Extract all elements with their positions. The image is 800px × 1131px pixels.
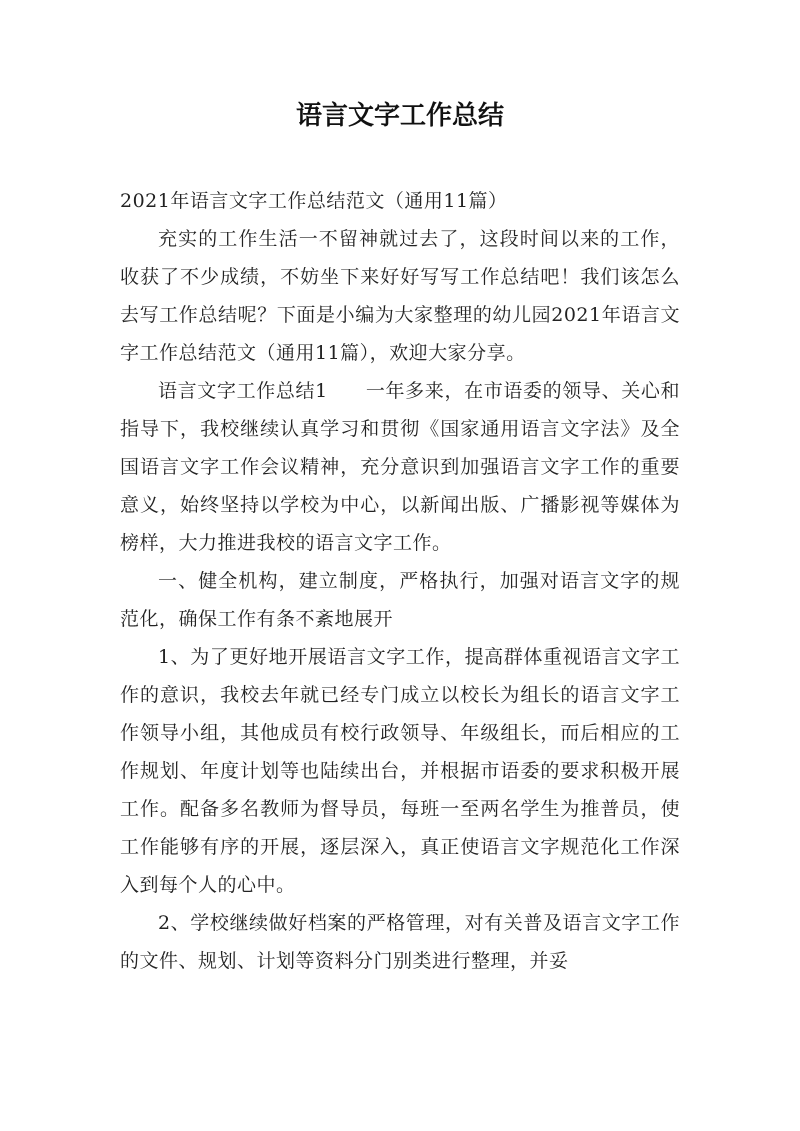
section-paragraph bbox=[120, 372, 680, 562]
point-2-paragraph: 2、学校继续做好档案的严格管理，对有关普及语言文字工作的文件、规划、计划等资料分门别类进行整理，并妥 bbox=[120, 912, 680, 972]
point-1-paragraph: 1、为了更好地开展语言文字工作，提高群体重视语言文字工作的意识，我校去年就已经专门成立以校长为组长的语言文字工作领导小组，其他成员有校行政领导、年级组长，而后相应的工作规划、年度计划等也陆续出台，并根据市语委的要求积极开展工作。配备多名教师为督导员，每班一至两名学生为推普员，使工作能够有序的开展，逐层深入，真正使语言文字规范化工作深入到每个人的心中。 bbox=[120, 646, 680, 896]
document-subtitle: 2021年语言文字工作总结范文（通用11篇） bbox=[120, 190, 508, 212]
section-heading: 语言文字工作总结1 bbox=[158, 380, 328, 402]
intro-paragraph: 充实的工作生活一不留神就过去了，这段时间以来的工作，收获了不少成绩，不妨坐下来好好写写工作总结吧！我们该怎么去写工作总结呢？下面是小编为大家整理的幼儿园2021年语言文字工作总结范文（通用11篇），欢迎大家分享。 bbox=[120, 228, 680, 364]
section-text: 一年多来，在市语委的领导、关心和指导下，我校继续认真学习和贯彻《国家通用语言文字法》及全国语言文字工作会议精神，充分意识到加强语言文字工作的重要意义，始终坚持以学校为中心，以新闻出版、广播影视等媒体为榜样，大力推进我校的语言文字工作。 bbox=[120, 380, 680, 554]
document-title: 语言文字工作总结 bbox=[295, 101, 504, 131]
document-body bbox=[120, 182, 680, 980]
point-heading-paragraph: 一、健全机构，建立制度，严格执行，加强对语言文字的规范化，确保工作有条不紊地展开 bbox=[120, 570, 680, 630]
